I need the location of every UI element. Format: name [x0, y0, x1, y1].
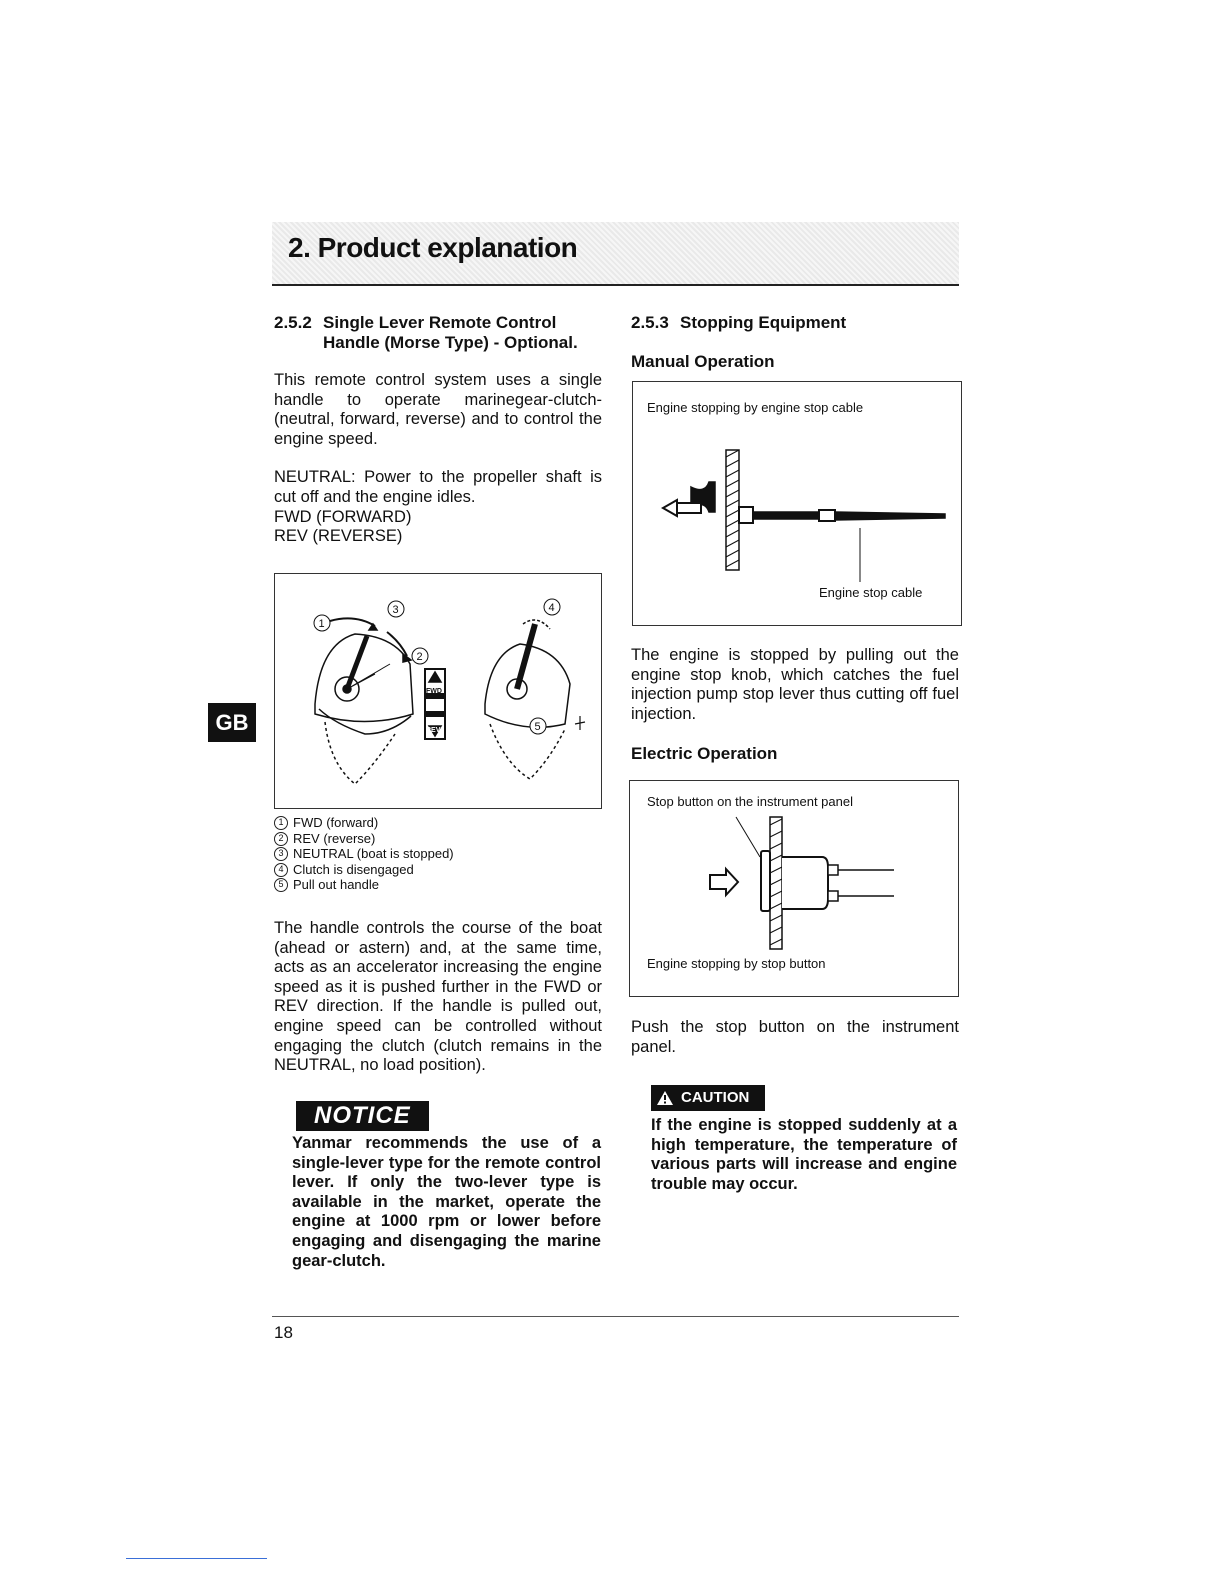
notice-badge: NOTICE: [296, 1101, 429, 1131]
stop-cable-figure: [632, 381, 962, 626]
fwd-line: FWD (FORWARD): [274, 507, 412, 526]
fig-rev-label: REV: [426, 727, 441, 734]
legend-text: Pull out handle: [293, 877, 380, 892]
caution-badge: [651, 1085, 765, 1111]
stop-cable-label: Engine stop cable: [819, 585, 923, 600]
intro-paragraph: This remote control system uses a single handle to operate marinegear-clutch-(neutral, forward, reverse) and to control the engine speed.: [274, 371, 602, 448]
legend-text: FWD (forward): [293, 815, 379, 830]
left-intro-block: [274, 371, 602, 547]
page-number: 18: [274, 1323, 293, 1342]
fig-num-5: 5: [534, 721, 541, 733]
handle-paragraph: The handle controls the course of the boat (ahead or astern) and, at the same time, acts as an accelerator increasing the engine speed as it is pushed further in the FWD or REV direction. If the handle is pulled out, engine speed can be controlled without engaging the clutch (clutch remains in the NEUTRAL, no load position).: [274, 919, 602, 1075]
section-title: Stopping Equipment: [680, 313, 847, 332]
link-underline: [126, 1558, 267, 1559]
legend-item: [274, 831, 594, 847]
caution-label: CAUTION: [681, 1089, 750, 1106]
manual-operation-heading: Manual Operation: [631, 352, 775, 371]
fig-fwd-label: FWD: [426, 688, 442, 695]
stop-cable-caption: Engine stopping by engine stop cable: [647, 400, 864, 415]
legend-item: [274, 815, 594, 831]
legend-number: 5: [274, 878, 288, 892]
legend-number: 1: [274, 816, 288, 830]
manual-operation-paragraph: The engine is stopped by pulling out the engine stop knob, which catches the fuel injection pump stop lever thus cutting off fuel injection.: [631, 646, 959, 723]
legend-number: 2: [274, 832, 288, 846]
electric-operation-paragraph: Push the stop button on the instrument panel.: [631, 1018, 959, 1056]
legend-number: 4: [274, 863, 288, 877]
legend-item: [274, 846, 594, 862]
neutral-paragraph: NEUTRAL: Power to the propeller shaft is cut off and the engine idles.: [274, 468, 602, 506]
section-title-line1: Single Lever Remote Control: [323, 313, 557, 332]
fig-num-1: 1: [318, 618, 325, 630]
legend-text: REV (reverse): [293, 830, 376, 846]
footer-rule: [272, 1316, 959, 1317]
section-number: 2.5.3: [631, 313, 669, 332]
stop-button-figure: [629, 780, 959, 997]
fig-num-4: 4: [548, 602, 555, 614]
fig-num-2: 2: [416, 651, 423, 663]
legend-text: NEUTRAL (boat is stopped): [293, 846, 454, 861]
remote-handle-illustration: [275, 574, 601, 808]
legend-item: [274, 877, 594, 893]
legend-text: Clutch is disengaged: [293, 861, 414, 877]
stop-button-caption-top: Stop button on the instrument panel: [647, 794, 853, 809]
stop-button-caption-bottom: Engine stopping by stop button: [647, 956, 826, 971]
warning-triangle-icon: [657, 1091, 673, 1105]
remote-handle-figure: [274, 573, 602, 809]
section-number: 2.5.2: [274, 313, 312, 332]
electric-operation-heading: Electric Operation: [631, 744, 778, 763]
legend-item: [274, 862, 594, 878]
rev-line: REV (REVERSE): [274, 527, 403, 546]
language-tab: GB: [208, 703, 256, 742]
notice-text: Yanmar recommends the use of a single-lever type for the remote control lever. If only the two-lever type is available in the market, operate the engine at 1000 rpm or lower before engaging and disengaging the marine gear-clutch.: [292, 1134, 601, 1270]
section-title-line2: Handle (Morse Type) - Optional.: [323, 333, 578, 352]
chapter-title: 2. Product explanation: [288, 232, 578, 263]
figure-legend: [274, 815, 594, 893]
section-heading-2-5-3: [631, 313, 961, 333]
fig-num-3: 3: [392, 604, 399, 616]
caution-text: If the engine is stopped suddenly at a high temperature, the temperature of various parts will increase and engine trouble may occur.: [651, 1116, 957, 1193]
legend-number: 3: [274, 847, 288, 861]
section-heading-2-5-2: [274, 313, 604, 353]
